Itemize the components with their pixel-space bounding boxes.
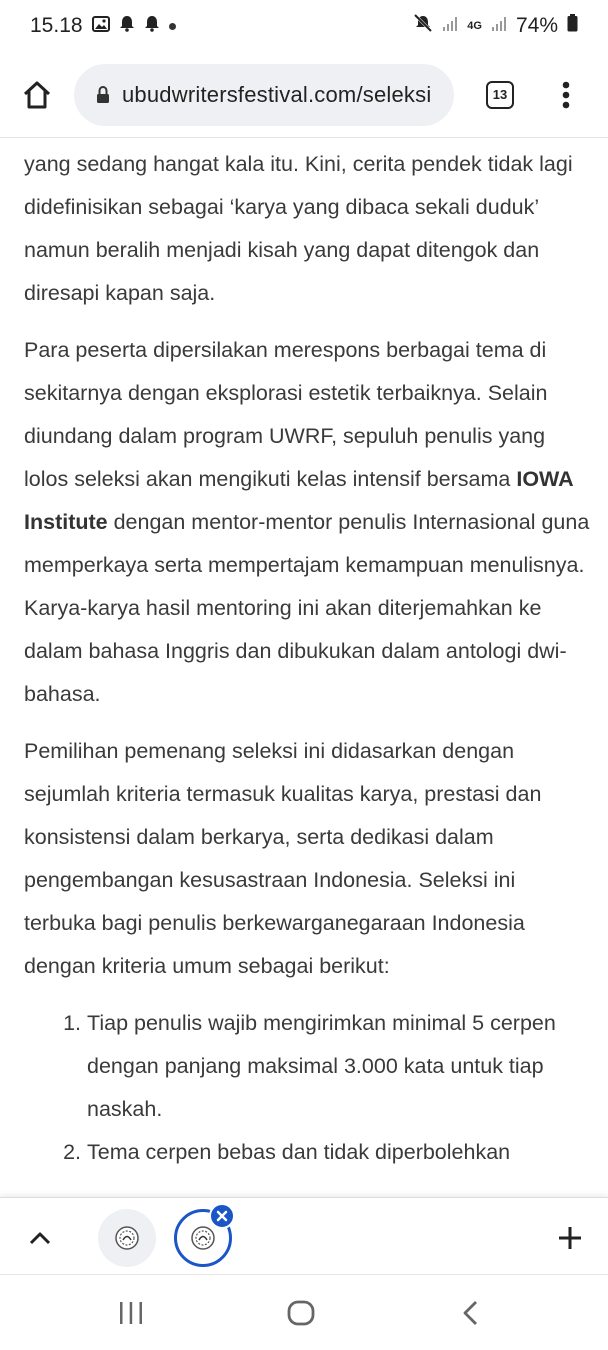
system-nav-bar [0, 1275, 608, 1350]
plus-icon [558, 1226, 582, 1250]
network-label: 4G [467, 19, 482, 32]
close-icon [216, 1210, 228, 1222]
browser-toolbar [0, 52, 608, 138]
address-bar[interactable] [74, 64, 454, 126]
status-time: 15.18 [30, 14, 83, 37]
more-vertical-icon [562, 81, 570, 109]
chevron-up-icon [29, 1231, 51, 1245]
paragraph [24, 329, 590, 716]
mute-icon [413, 14, 433, 38]
paragraph: yang sedang hangat kala itu. Kini, cerita pendek tidak lagi didefinisikan sebagai ‘karya yang dibaca sekali duduk’ namun beralih menjadi kisah yang dapat ditengok dan diresapi kapan saja. [24, 152, 573, 305]
tab-strip [0, 1197, 608, 1275]
battery-icon [567, 14, 578, 38]
recents-button[interactable] [111, 1293, 151, 1333]
lock-icon [96, 86, 110, 104]
battery-percent: 74% [515, 14, 558, 37]
gallery-icon [92, 14, 110, 38]
list-item: 1. Tiap penulis wajib mengirimkan minimal 5 cerpen dengan panjang maksimal 3.000 kata untuk tiap naskah. [87, 1002, 590, 1131]
paragraph-text: dengan mentor-mentor penulis Internasional guna memperkaya serta mempertajam kemampuan menulisnya. Karya-karya hasil mentoring ini akan diterjemahkan ke dalam bahasa Inggris dan dibukukan dalam antologi dwi-bahasa. [24, 510, 590, 706]
recents-icon [118, 1301, 144, 1325]
signal-icon [491, 14, 507, 38]
site-logo-icon [114, 1225, 140, 1251]
home-circle-icon [287, 1300, 315, 1326]
criteria-list [24, 1002, 590, 1174]
paragraph-text: Para peserta dipersilakan merespons berbagai tema di sekitarnya dengan eksplorasi estetik terbaiknya. Selain diundang dalam program UWRF, sepuluh penulis yang lolos seleksi akan mengikuti kelas intensif bersama [24, 338, 548, 491]
new-tab-button[interactable] [548, 1216, 592, 1260]
dot-icon [169, 23, 176, 30]
list-item: 2. Tema cerpen bebas dan tidak diperbolehkan [87, 1131, 590, 1174]
expand-tabs-button[interactable] [18, 1216, 62, 1260]
bold-text: IOWA Institute [24, 467, 573, 534]
status-left [30, 14, 176, 38]
home-icon [22, 80, 52, 110]
back-icon [462, 1300, 480, 1326]
bell-icon [144, 14, 160, 38]
home-button[interactable] [0, 52, 74, 138]
tab-thumbnail[interactable] [98, 1209, 156, 1267]
tab-switcher-button[interactable] [464, 52, 536, 138]
site-logo-icon [190, 1225, 216, 1251]
tab-count: 13 [486, 81, 514, 109]
signal-icon [442, 14, 458, 38]
url-text: ubudwritersfestival.com/seleksi [122, 81, 432, 107]
close-tab-button[interactable] [209, 1203, 235, 1229]
system-home-button[interactable] [281, 1293, 321, 1333]
bell-icon [119, 14, 135, 38]
more-menu-button[interactable] [536, 52, 596, 138]
paragraph: Pemilihan pemenang seleksi ini didasarkan dengan sejumlah kriteria termasuk kualitas karya, prestasi dan konsistensi dalam berkarya, serta dedikasi dalam pengembangan kesusastraan Indonesia. Seleksi ini terbuka bagi penulis berkewarganegaraan Indonesia dengan kriteria umum sebagai berikut: [24, 739, 542, 978]
article-content [24, 138, 590, 1198]
status-bar [0, 0, 608, 52]
status-right [413, 14, 578, 38]
system-back-button[interactable] [451, 1293, 491, 1333]
